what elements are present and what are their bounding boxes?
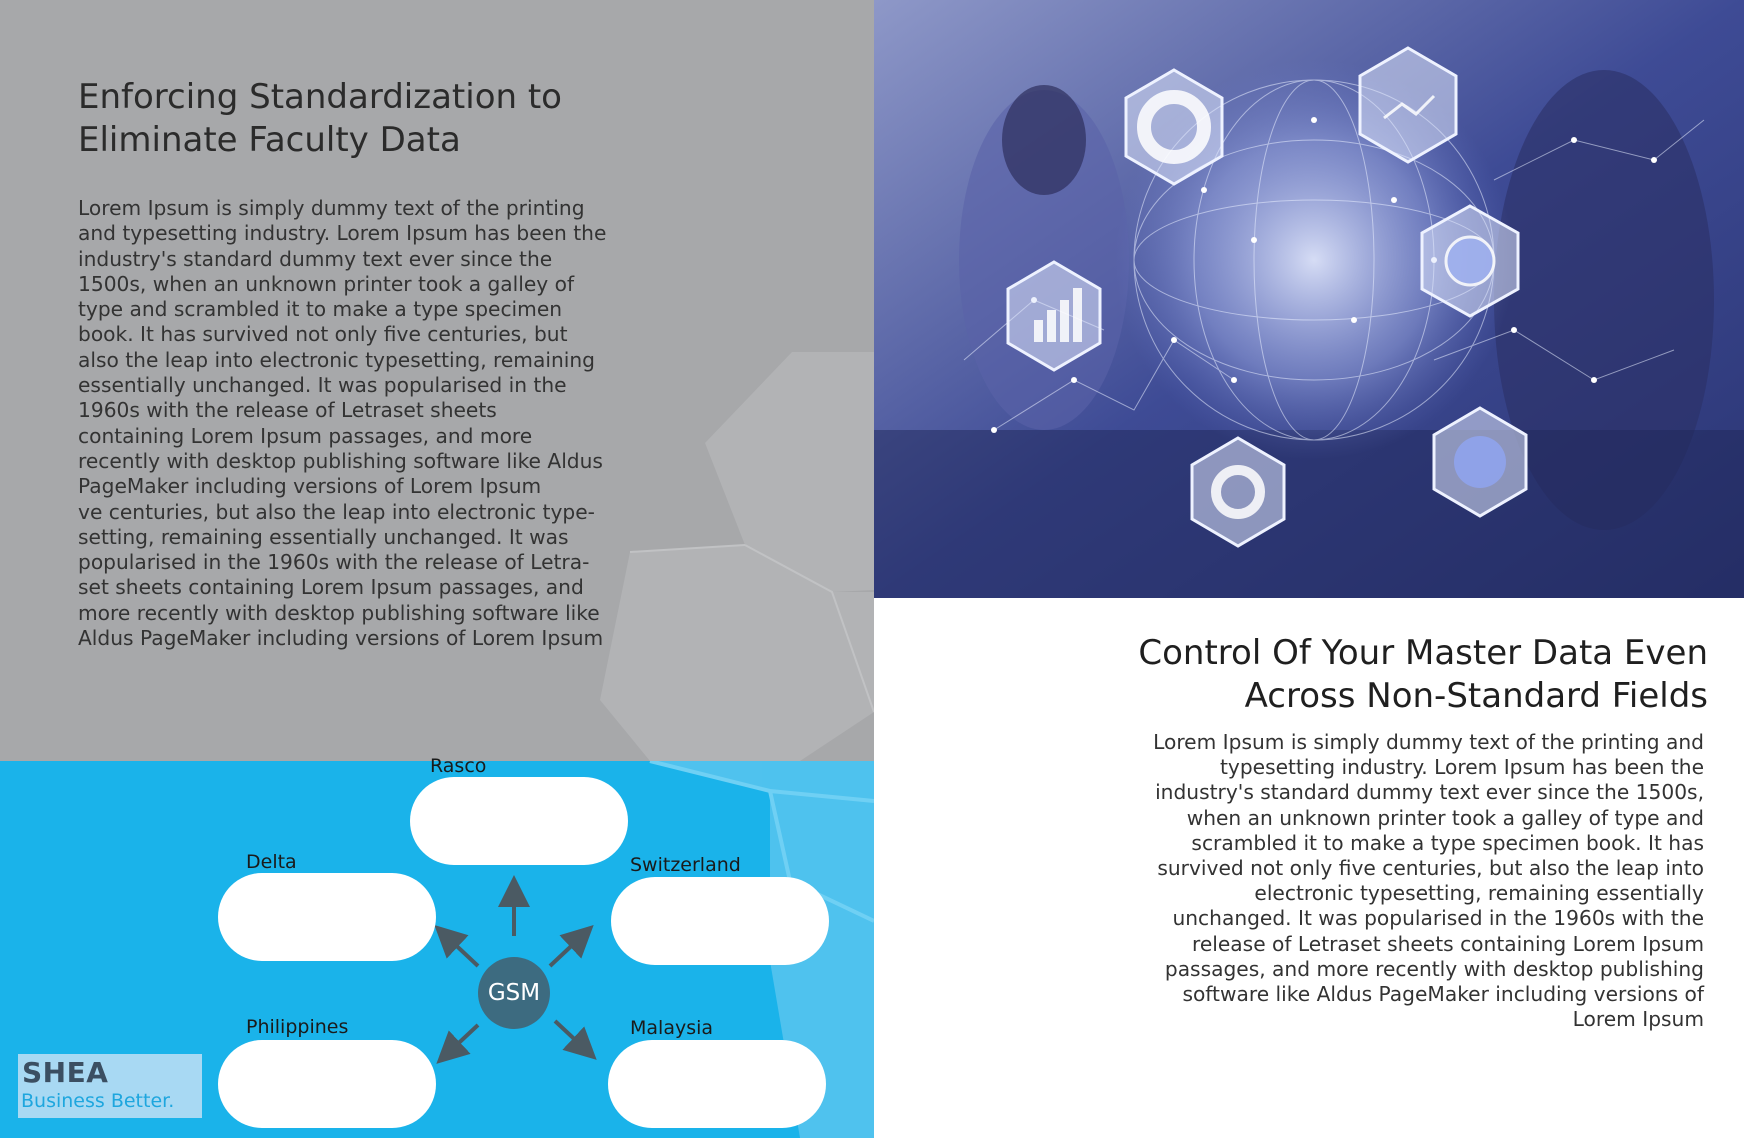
right-body-text — [1134, 730, 1704, 1032]
node-rasco — [410, 777, 628, 865]
left-body-text — [78, 196, 608, 651]
arrow-up-left — [446, 936, 478, 966]
right-title-line1: Control Of Your Master Data Even — [1138, 633, 1708, 673]
shea-logo — [18, 1054, 202, 1118]
node-label-malaysia: Malaysia — [630, 1017, 714, 1039]
hero-image — [874, 0, 1744, 598]
left-paragraph-2: ve centuries, but also the leap into electronic type-setting, remaining essentially unchanged. It was popularised in the 1960s with the release of Letra-set sheets containing Lorem Ipsum passages, and more recently with desktop publishing software like Aldus PageMaker including versions of Lorem Ipsum — [78, 499, 604, 651]
left-paragraph-1: Lorem Ipsum is simply dummy text of the printing and typesetting industry. Lorem Ipsum has been the industry's standard dummy text ever since the 1500s, when an unknown printer took a galley of type and scrambled it to make a type specimen book. It has survived not only five centuries, but also the leap into electronic typesetting, remaining essentially unchanged. It was popularised in the 1960s with the release of Letraset sheets containing Lorem Ipsum passages, and more recently with desktop publishing software like Aldus PageMaker including versions of Lorem Ipsum — [78, 196, 607, 499]
node-label-delta: Delta — [246, 851, 297, 873]
right-title-line2: Across Non-Standard Fields — [1244, 676, 1708, 716]
right-title — [1008, 632, 1708, 718]
arrow-down-right — [555, 1021, 585, 1049]
logo-tagline: Business Better. — [21, 1090, 175, 1112]
node-switzerland — [611, 877, 829, 965]
node-label-rasco: Rasco — [430, 755, 487, 777]
center-node-label: GSM — [487, 980, 541, 1006]
node-philippines — [218, 1040, 436, 1128]
arrow-up-right — [550, 936, 582, 966]
node-label-switzerland: Switzerland — [630, 854, 741, 876]
node-label-philippines: Philippines — [246, 1016, 349, 1038]
hero-illustration — [874, 0, 1744, 598]
node-malaysia — [608, 1040, 826, 1128]
center-node-gsm — [478, 957, 550, 1029]
left-title — [78, 76, 562, 162]
logo-name: SHEA — [22, 1056, 109, 1089]
left-title-line2: Eliminate Faculty Data — [78, 120, 461, 160]
right-paragraph: Lorem Ipsum is simply dummy text of the printing and typesetting industry. Lorem Ipsum has been the industry's standard dummy text ever since the 1500s, when an unknown printer took a galley of type and scrambled it to make a type specimen book. It has survived not only five centuries, but also the leap into electronic typesetting, remaining essentially unchanged. It was popularised in the 1960s with the release of Letraset sheets containing Lorem Ipsum passages, and more recently with desktop publishing software like Aldus PageMaker including versions of Lorem Ipsum — [1153, 730, 1704, 1032]
arrow-down-left — [448, 1025, 478, 1053]
left-title-line1: Enforcing Standardization to — [78, 77, 562, 117]
node-delta — [218, 873, 436, 961]
